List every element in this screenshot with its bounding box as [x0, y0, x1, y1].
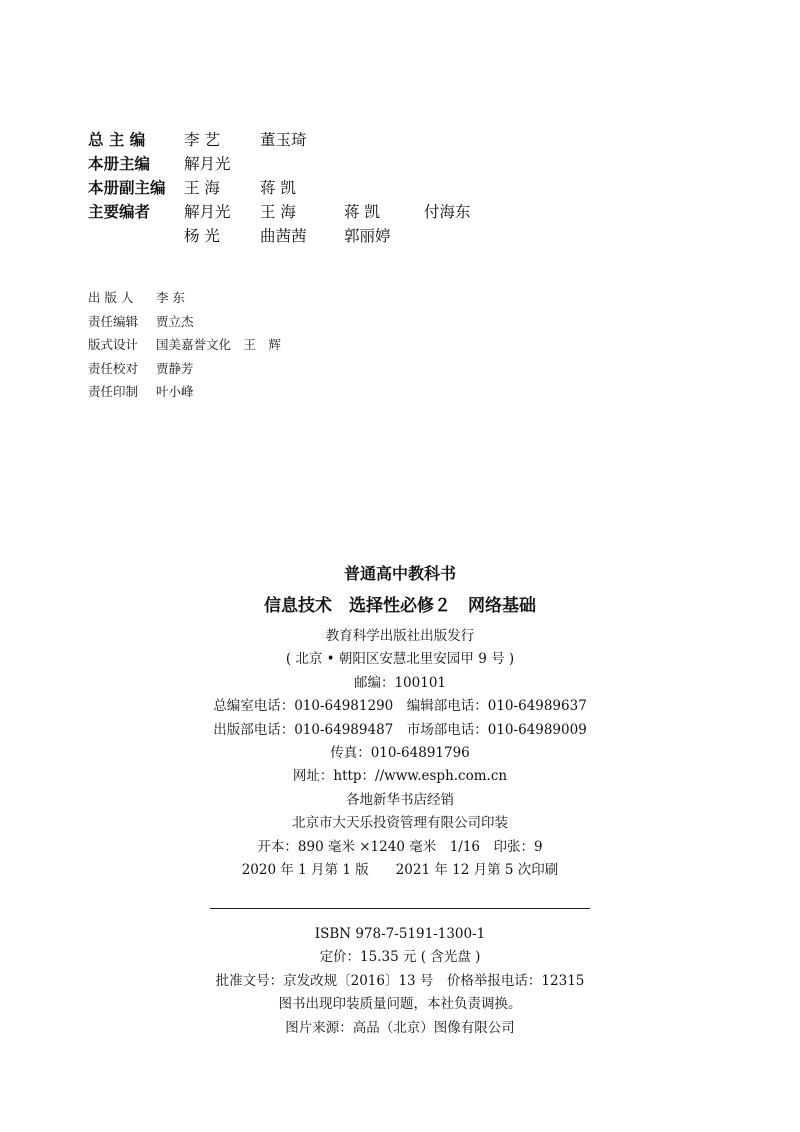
- edition-line: 2020 年 1 月第 1 版 2021 年 12 月第 5 次印刷: [241, 861, 559, 878]
- staff-name: 叶小峰: [156, 384, 194, 399]
- editor-name: 董玉琦: [260, 131, 307, 149]
- printer-line: 北京市大天乐投资管理有限公司印装: [292, 815, 508, 832]
- editor-name: 蒋 凯: [260, 179, 296, 197]
- editor-name: 李 艺: [184, 131, 220, 149]
- editor-name: 付海东: [424, 203, 471, 221]
- editor-name: 杨 光: [184, 227, 220, 245]
- phone-line: 总编室电话：010-64981290 编辑部电话：010-64989637: [213, 698, 587, 715]
- fax-line: 传真：010-64891796: [330, 744, 470, 761]
- staff-role: 责任校对: [88, 360, 139, 376]
- staff-role: 出 版 人: [88, 290, 134, 305]
- quality-notice-line: 图书出现印装质量问题，本社负责调换。: [278, 996, 522, 1013]
- staff-row: [88, 286, 488, 310]
- editor-name: 曲茜茜: [260, 227, 307, 245]
- editor-row: [88, 176, 608, 200]
- editor-name: 蒋 凯: [344, 203, 380, 221]
- staff-name: 贾立杰: [156, 313, 194, 329]
- editor-row: [88, 128, 608, 152]
- editor-name: 郭丽婷: [344, 227, 391, 245]
- staff-name: 李 东: [156, 290, 185, 305]
- publisher-line: 教育科学出版社出版发行: [325, 628, 475, 644]
- editor-role: 本册主编: [88, 155, 151, 173]
- price-line: 定价：15.35 元 ( 含光盘 ): [319, 949, 481, 966]
- editor-role: 主要编者: [88, 203, 151, 221]
- staff-block: [88, 286, 488, 404]
- series-title: 普通高中教科书: [343, 564, 456, 583]
- isbn-line: ISBN 978-7-5191-1300-1: [314, 926, 486, 942]
- postcode-line: 邮编：100101: [353, 674, 447, 691]
- website-line: 网址：http：//www.esph.com.cn: [292, 768, 508, 785]
- staff-row: [88, 333, 488, 357]
- editor-row: [88, 200, 608, 224]
- book-title: 信息技术 选择性必修２ 网络基础: [264, 596, 536, 616]
- imprint-block: [0, 559, 800, 882]
- format-line: 开本：890 毫米 ×1240 毫米 1/16 印张：9: [257, 838, 543, 855]
- editor-role: 总 主 编: [88, 131, 146, 149]
- editor-row: [88, 152, 608, 176]
- image-source-line: 图片来源：高品（北京）图像有限公司: [285, 1019, 515, 1036]
- approval-line: 批准文号：京发改规〔2016〕13 号 价格举报电话：12315: [215, 972, 585, 989]
- editor-role: 本册副主编: [88, 179, 166, 197]
- address-line: ( 北京 • 朝阳区安慧北里安园甲 9 号 ): [285, 651, 515, 668]
- staff-role: 责任编辑: [88, 313, 139, 329]
- staff-row: [88, 380, 488, 404]
- distributor-line: 各地新华书店经销: [346, 791, 454, 808]
- editor-row: [88, 224, 608, 248]
- staff-role: 责任印制: [88, 384, 139, 399]
- staff-role: 版式设计: [88, 337, 139, 352]
- isbn-block: [0, 923, 800, 1040]
- staff-name: 国美嘉誉文化 王 辉: [156, 337, 282, 352]
- editor-name: 王 海: [184, 179, 220, 197]
- editor-name: 解月光: [184, 203, 231, 221]
- editors-block: [88, 128, 608, 248]
- divider-rule: [210, 908, 590, 909]
- staff-row: [88, 357, 488, 381]
- staff-name: 贾静芳: [156, 360, 194, 376]
- phone-line: 出版部电话：010-64989487 市场部电话：010-64989009: [213, 721, 587, 738]
- editor-name: 解月光: [184, 155, 231, 173]
- editor-name: 王 海: [260, 203, 296, 221]
- staff-row: [88, 310, 488, 334]
